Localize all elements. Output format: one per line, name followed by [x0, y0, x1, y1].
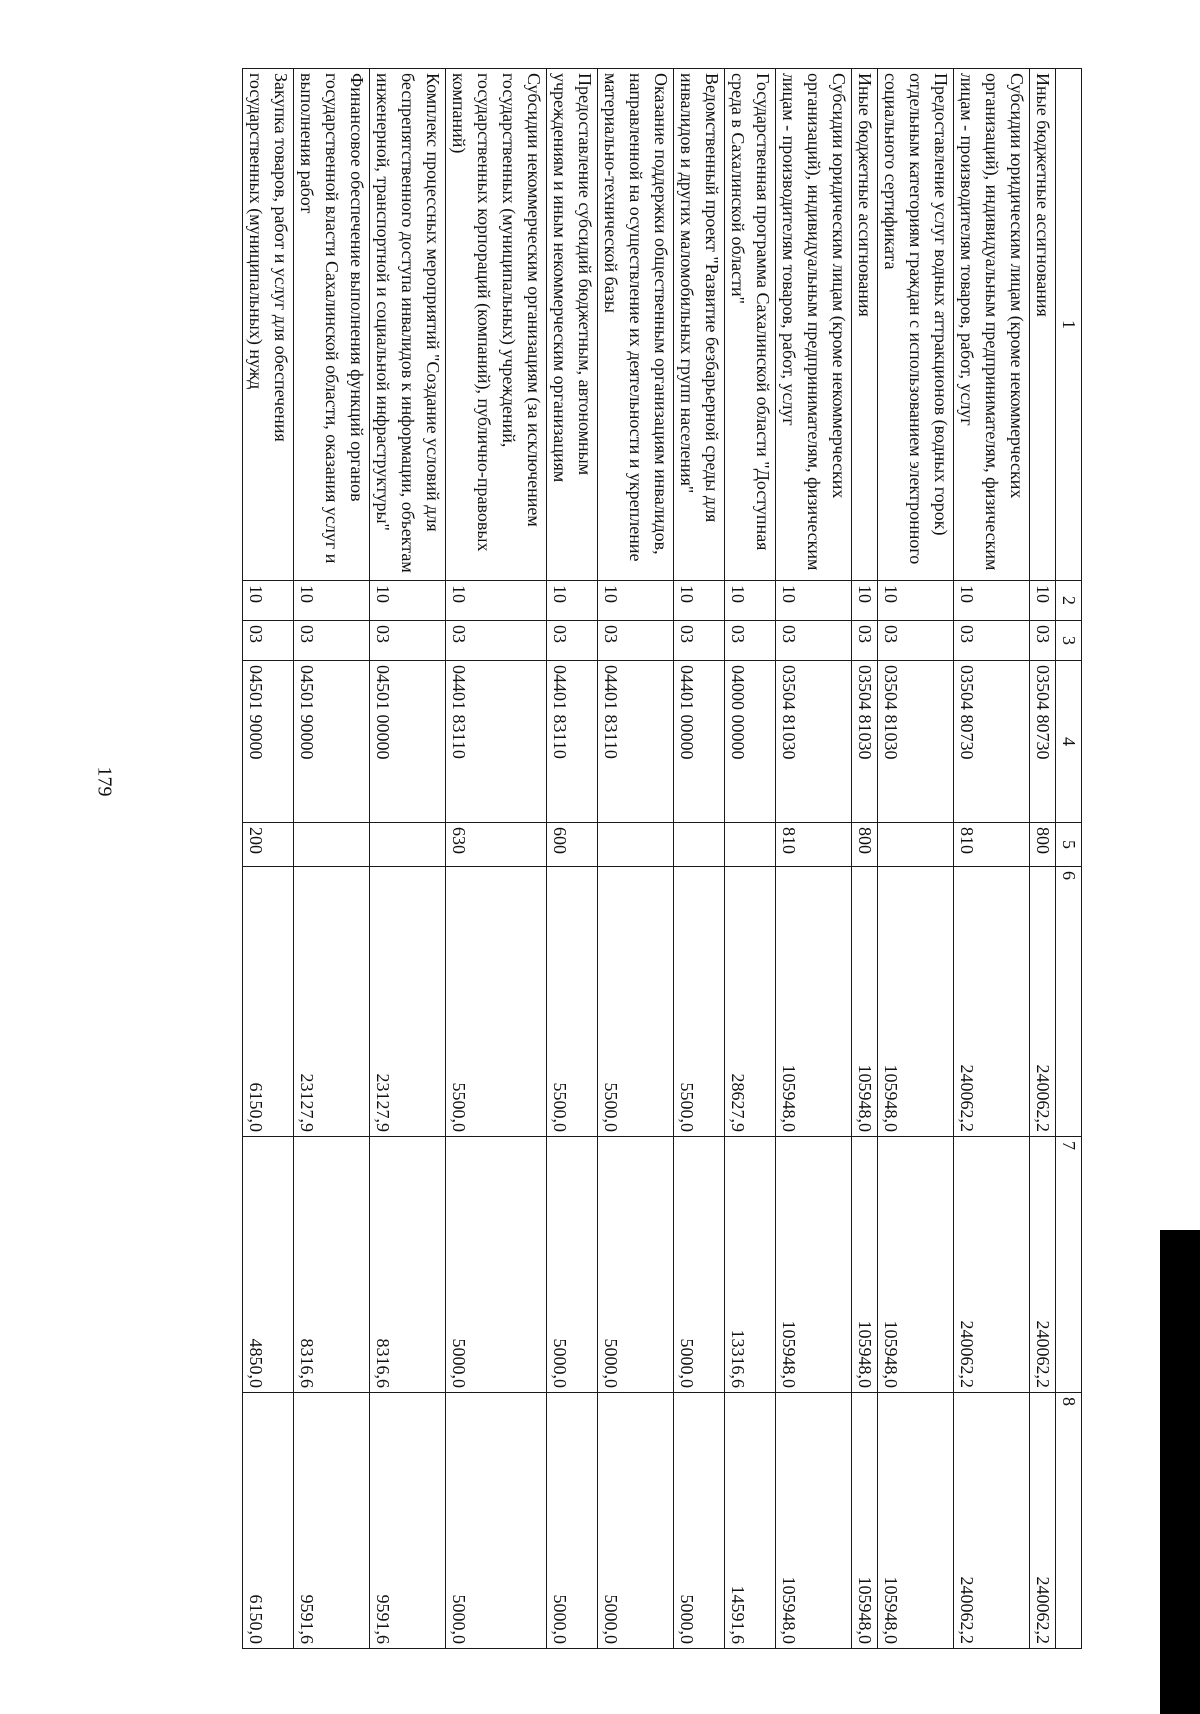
amount-col6-cell: 23127,9 — [294, 867, 370, 1137]
table-header-row — [1056, 69, 1082, 1649]
subsection-code-cell: 03 — [294, 621, 370, 661]
amount-col6-cell: 5500,0 — [674, 867, 725, 1137]
target-article-cell: 03504 80730 — [954, 661, 1030, 823]
table-row — [446, 69, 547, 1649]
header-cell: 4 — [1056, 661, 1082, 823]
amount-col6-cell: 5500,0 — [598, 867, 674, 1137]
target-article-cell: 04401 00000 — [674, 661, 725, 823]
target-article-cell: 04501 00000 — [370, 661, 446, 823]
header-cell: 8 — [1056, 1393, 1082, 1649]
expense-type-cell: 200 — [243, 823, 294, 867]
expense-type-cell: 810 — [776, 823, 852, 867]
amount-col7-cell: 5000,0 — [446, 1137, 547, 1393]
section-code-cell: 10 — [370, 581, 446, 621]
table-row — [243, 69, 294, 1649]
subsection-code-cell: 03 — [598, 621, 674, 661]
table-row — [954, 69, 1030, 1649]
amount-col6-cell: 23127,9 — [370, 867, 446, 1137]
amount-col7-cell: 8316,6 — [294, 1137, 370, 1393]
target-article-cell: 04401 83110 — [446, 661, 547, 823]
table-row — [878, 69, 954, 1649]
expense-type-cell — [598, 823, 674, 867]
target-article-cell: 03504 81030 — [852, 661, 878, 823]
row-name-cell: Финансовое обеспечение выполнения функций органов государственной власти Сахалинской области, оказания услуг и выполнения работ — [294, 69, 370, 581]
subsection-code-cell: 03 — [243, 621, 294, 661]
subsection-code-cell: 03 — [370, 621, 446, 661]
table-row — [725, 69, 776, 1649]
expense-type-cell — [370, 823, 446, 867]
budget-table — [242, 68, 1082, 1649]
amount-col7-cell: 5000,0 — [547, 1137, 598, 1393]
header-cell: 7 — [1056, 1137, 1082, 1393]
amount-col8-cell: 9591,6 — [370, 1393, 446, 1649]
amount-col8-cell: 240062,2 — [954, 1393, 1030, 1649]
target-article-cell: 03504 81030 — [776, 661, 852, 823]
table-row — [598, 69, 674, 1649]
amount-col8-cell: 5000,0 — [547, 1393, 598, 1649]
expense-type-cell: 800 — [1030, 823, 1056, 867]
table-row — [1030, 69, 1056, 1649]
subsection-code-cell: 03 — [776, 621, 852, 661]
subsection-code-cell: 03 — [547, 621, 598, 661]
header-cell: 6 — [1056, 867, 1082, 1137]
amount-col8-cell: 105948,0 — [852, 1393, 878, 1649]
amount-col6-cell: 105948,0 — [852, 867, 878, 1137]
amount-col8-cell: 105948,0 — [776, 1393, 852, 1649]
table-row — [776, 69, 852, 1649]
amount-col7-cell: 105948,0 — [878, 1137, 954, 1393]
amount-col6-cell: 28627,9 — [725, 867, 776, 1137]
page-number: 179 — [93, 766, 116, 797]
amount-col7-cell: 5000,0 — [598, 1137, 674, 1393]
section-code-cell: 10 — [243, 581, 294, 621]
table-row — [370, 69, 446, 1649]
section-code-cell: 10 — [1030, 581, 1056, 621]
expense-type-cell: 630 — [446, 823, 547, 867]
section-code-cell: 10 — [878, 581, 954, 621]
section-code-cell: 10 — [776, 581, 852, 621]
row-name-cell: Субсидии юридическим лицам (кроме некоммерческих организаций), индивидуальным предпринимателям, физическим лицам - производителям товаров, работ, услуг — [776, 69, 852, 581]
target-article-cell: 04000 00000 — [725, 661, 776, 823]
amount-col8-cell: 6150,0 — [243, 1393, 294, 1649]
expense-type-cell — [674, 823, 725, 867]
target-article-cell: 03504 81030 — [878, 661, 954, 823]
table-row — [852, 69, 878, 1649]
amount-col7-cell: 240062,2 — [954, 1137, 1030, 1393]
section-code-cell: 10 — [294, 581, 370, 621]
expense-type-cell: 800 — [852, 823, 878, 867]
subsection-code-cell: 03 — [1030, 621, 1056, 661]
amount-col8-cell: 14591,6 — [725, 1393, 776, 1649]
amount-col8-cell: 5000,0 — [446, 1393, 547, 1649]
amount-col6-cell: 6150,0 — [243, 867, 294, 1137]
target-article-cell: 04401 83110 — [547, 661, 598, 823]
row-name-cell: Предоставление субсидий бюджетным, автономным учреждениям и иным некоммерческим организациям — [547, 69, 598, 581]
amount-col7-cell: 5000,0 — [674, 1137, 725, 1393]
row-name-cell: Ведомственный проект "Развитие безбарьерной среды для инвалидов и других маломобильных групп населения" — [674, 69, 725, 581]
expense-type-cell: 810 — [954, 823, 1030, 867]
amount-col7-cell: 4850,0 — [243, 1137, 294, 1393]
section-code-cell: 10 — [852, 581, 878, 621]
section-code-cell: 10 — [446, 581, 547, 621]
row-name-cell: Иные бюджетные ассигнования — [1030, 69, 1056, 581]
row-name-cell: Закупка товаров, работ и услуг для обеспечения государственных (муниципальных) нужд — [243, 69, 294, 581]
amount-col7-cell: 240062,2 — [1030, 1137, 1056, 1393]
section-code-cell: 10 — [598, 581, 674, 621]
amount-col6-cell: 5500,0 — [446, 867, 547, 1137]
expense-type-cell — [878, 823, 954, 867]
amount-col7-cell: 8316,6 — [370, 1137, 446, 1393]
target-article-cell: 04401 83110 — [598, 661, 674, 823]
row-name-cell: Субсидии некоммерческим организациям (за исключением государственных (муниципальных) учреждений, государственных корпораций (компаний), публично-правовых компаний) — [446, 69, 547, 581]
header-cell: 2 — [1056, 581, 1082, 621]
amount-col7-cell: 105948,0 — [776, 1137, 852, 1393]
amount-col6-cell: 5500,0 — [547, 867, 598, 1137]
target-article-cell: 04501 90000 — [294, 661, 370, 823]
scan-black-bar — [1160, 1230, 1200, 1714]
amount-col8-cell: 5000,0 — [674, 1393, 725, 1649]
subsection-code-cell: 03 — [954, 621, 1030, 661]
subsection-code-cell: 03 — [674, 621, 725, 661]
row-name-cell: Комплекс процессных мероприятий "Создание условий для беспрепятственного доступа инвалидов к информации, объектам инженерной, транспортной и социальной инфраструктуры" — [370, 69, 446, 581]
subsection-code-cell: 03 — [852, 621, 878, 661]
subsection-code-cell: 03 — [878, 621, 954, 661]
row-name-cell: Предоставление услуг водных аттракционов (водных горок) отдельным категориям граждан с использованием электронного социального сертификата — [878, 69, 954, 581]
row-name-cell: Иные бюджетные ассигнования — [852, 69, 878, 581]
amount-col8-cell: 240062,2 — [1030, 1393, 1056, 1649]
table-row — [294, 69, 370, 1649]
subsection-code-cell: 03 — [446, 621, 547, 661]
header-cell: 3 — [1056, 621, 1082, 661]
target-article-cell: 03504 80730 — [1030, 661, 1056, 823]
amount-col7-cell: 105948,0 — [852, 1137, 878, 1393]
header-cell: 1 — [1056, 69, 1082, 581]
table-row — [547, 69, 598, 1649]
amount-col8-cell: 9591,6 — [294, 1393, 370, 1649]
expense-type-cell — [294, 823, 370, 867]
row-name-cell: Субсидии юридическим лицам (кроме некоммерческих организаций), индивидуальным предпринимателям, физическим лицам - производителям товаров, работ, услуг — [954, 69, 1030, 581]
section-code-cell: 10 — [725, 581, 776, 621]
section-code-cell: 10 — [547, 581, 598, 621]
subsection-code-cell: 03 — [725, 621, 776, 661]
expense-type-cell: 600 — [547, 823, 598, 867]
target-article-cell: 04501 90000 — [243, 661, 294, 823]
rotated-page-content — [150, 68, 1082, 1648]
row-name-cell: Государственная программа Сахалинской области "Доступная среда в Сахалинской области" — [725, 69, 776, 581]
table-row — [674, 69, 725, 1649]
amount-col6-cell: 105948,0 — [776, 867, 852, 1137]
header-cell: 5 — [1056, 823, 1082, 867]
amount-col8-cell: 5000,0 — [598, 1393, 674, 1649]
amount-col6-cell: 240062,2 — [954, 867, 1030, 1137]
amount-col6-cell: 240062,2 — [1030, 867, 1056, 1137]
amount-col6-cell: 105948,0 — [878, 867, 954, 1137]
row-name-cell: Оказание поддержки общественным организациям инвалидов, направленной на осуществление их деятельности и укрепление материально-технической базы — [598, 69, 674, 581]
section-code-cell: 10 — [674, 581, 725, 621]
amount-col8-cell: 105948,0 — [878, 1393, 954, 1649]
amount-col7-cell: 13316,6 — [725, 1137, 776, 1393]
expense-type-cell — [725, 823, 776, 867]
section-code-cell: 10 — [954, 581, 1030, 621]
